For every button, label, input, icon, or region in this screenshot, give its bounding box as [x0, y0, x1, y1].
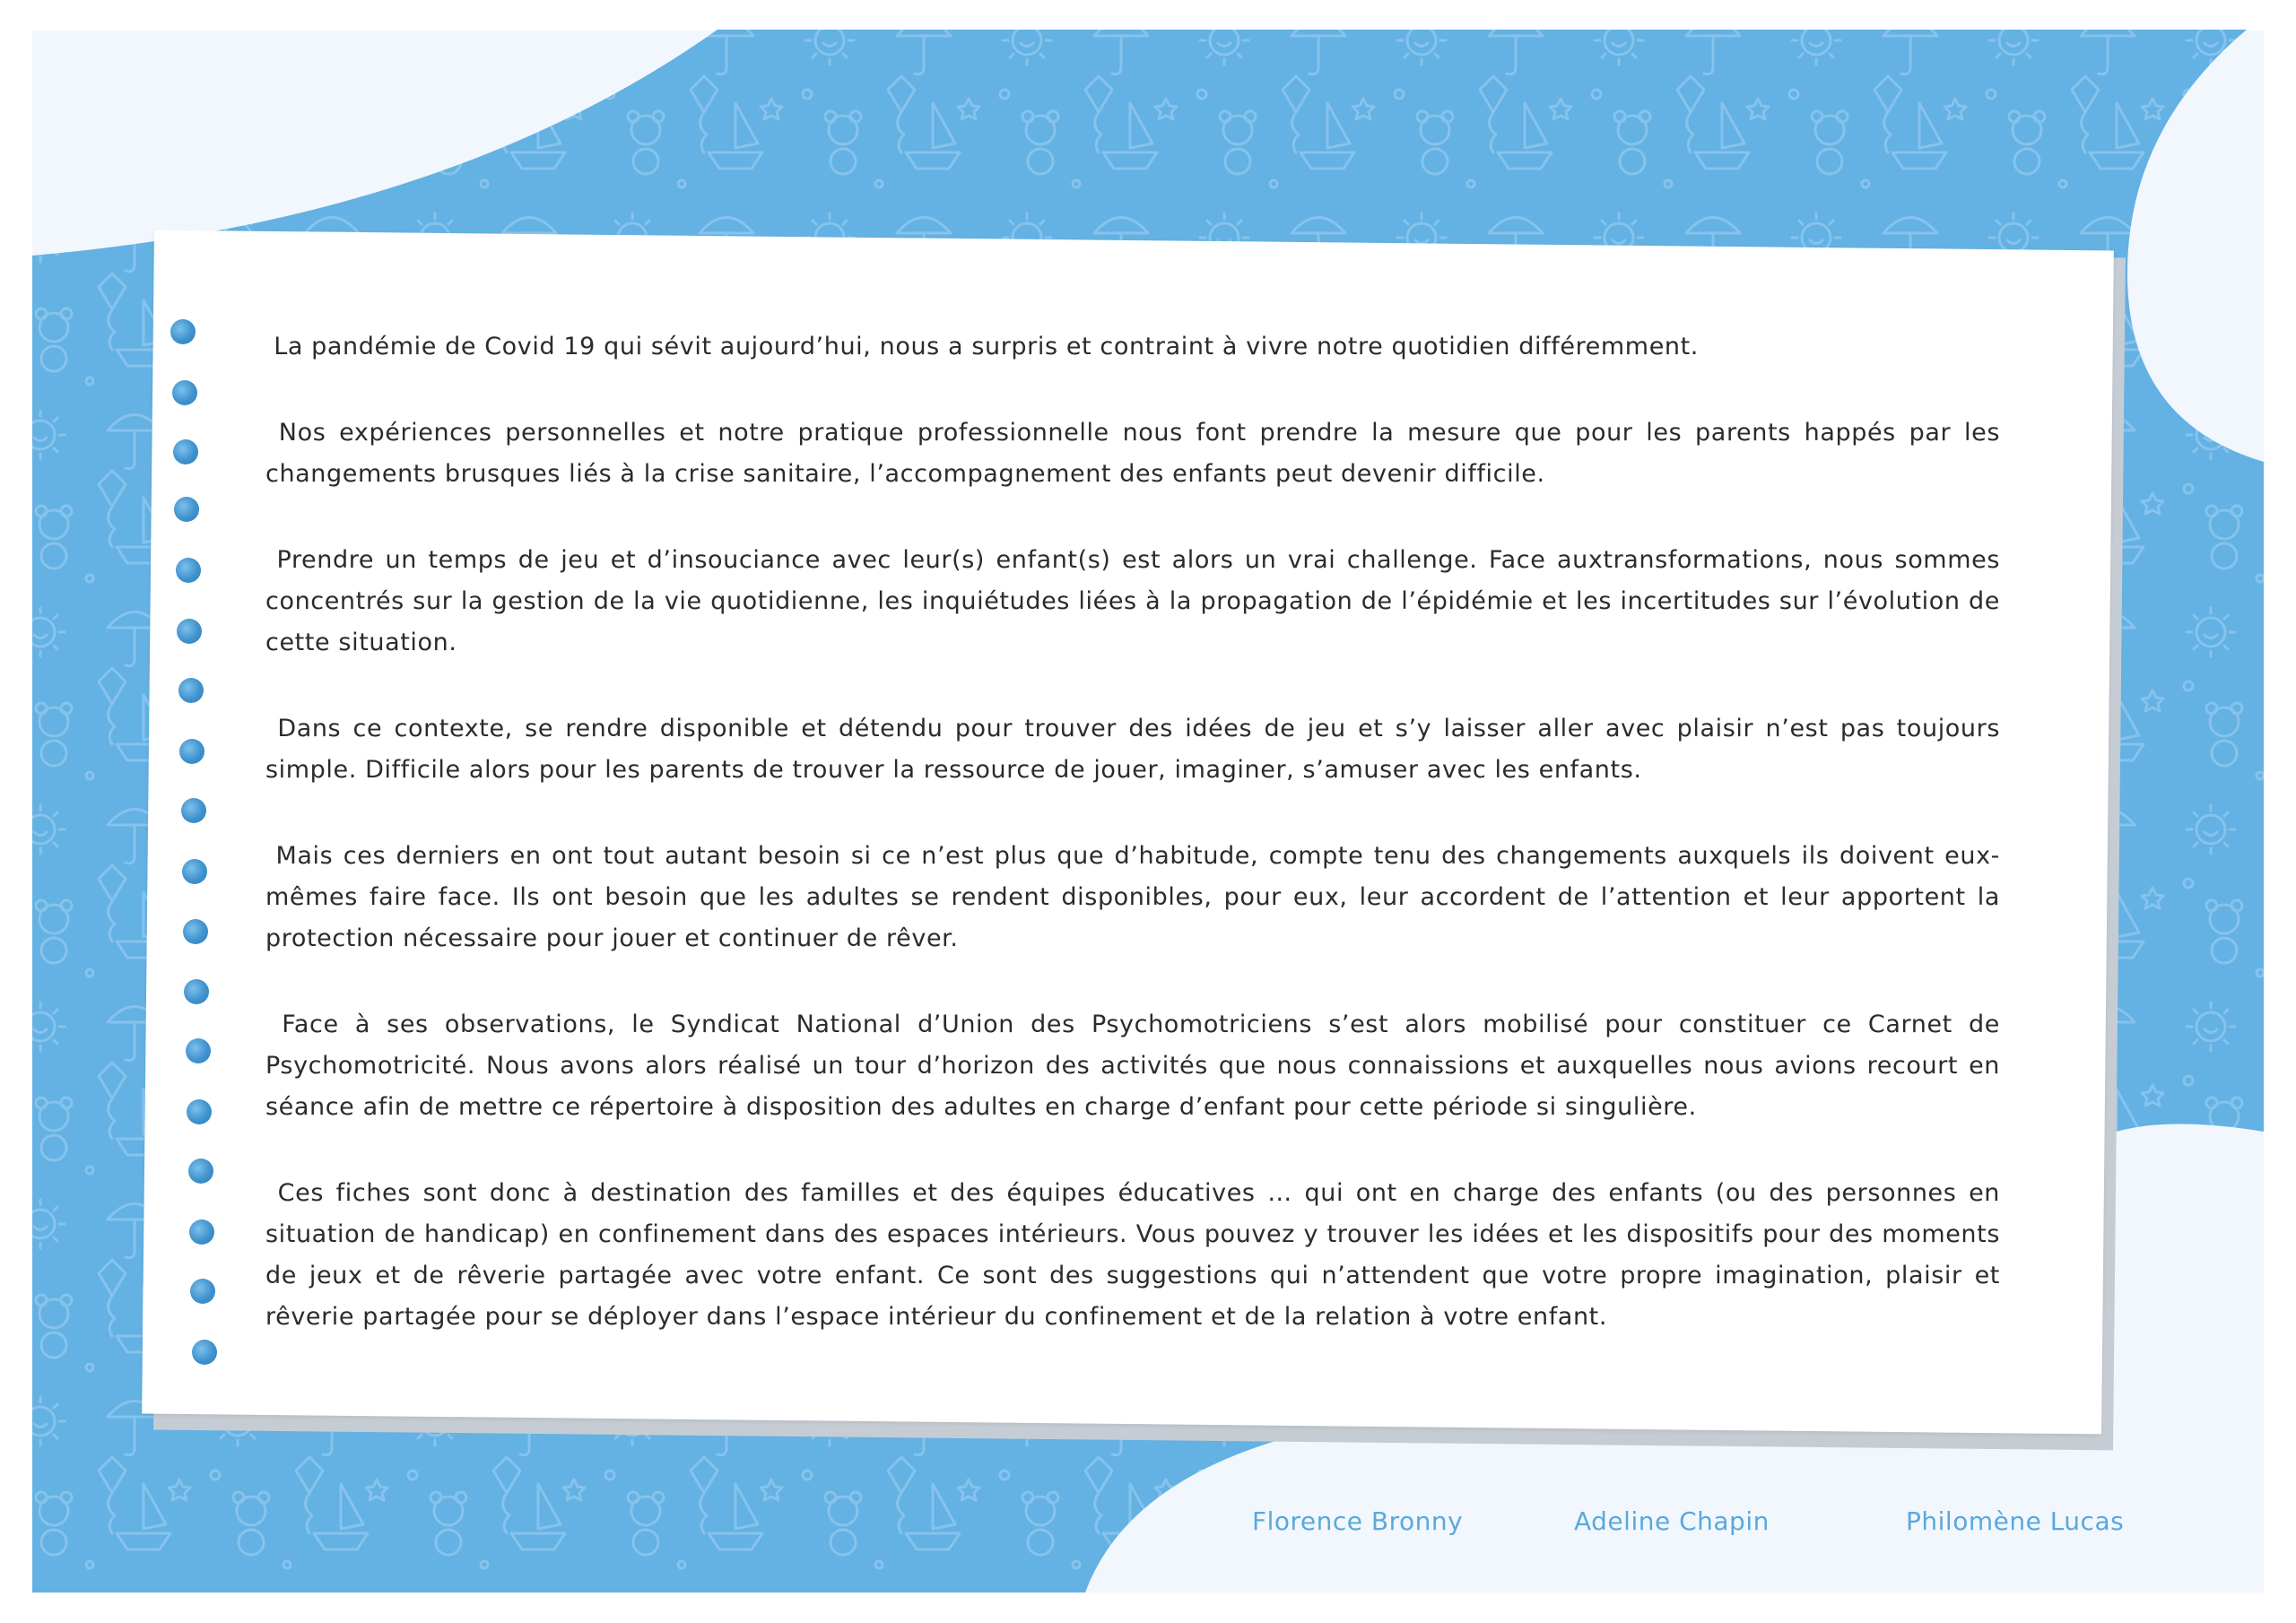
binding-hole: [181, 798, 206, 823]
paragraph-text: Ces fiches sont donc à destination des familles et des équipes éducatives … qui ont en charge des enfants (ou des personnes en situation de handicap) en confinement dans des espaces intérieurs. Vous pouvez y trouver les idées et les dispositifs pour des moments de jeux et de rêverie partagée avec votre enfant. Ce sont des suggestions qui n’attendent que votre propre imagination, plaisir et rêverie partagée pour se déployer dans l’espace intérieur du confinement et de la relation à votre enfant.: [265, 1179, 2000, 1331]
paragraph: [265, 412, 2000, 495]
binding-hole: [184, 979, 209, 1004]
binding-hole: [173, 439, 198, 464]
paragraph: [265, 326, 2000, 368]
paragraph: [265, 1173, 2000, 1338]
binding-hole: [179, 739, 204, 764]
paragraph-text: Prendre un temps de jeu et d’insouciance avec leur(s) enfant(s) est alors un vrai challenge. Face auxtransformations, nous sommes concentrés sur la gestion de la vie quotidienne, les inquiétudes liées à la propagation de l’épidémie et les incertitudes sur l’évolution de cette situation.: [265, 546, 2000, 656]
binding-hole: [188, 1159, 213, 1184]
author-name: Florence Bronny: [1252, 1506, 1464, 1536]
binding-hole: [187, 1099, 212, 1124]
binding-hole: [170, 319, 196, 344]
paragraph-text: Mais ces derniers en ont tout autant besoin si ce n’est plus que d’habitude, compte tenu des changements auxquels ils doivent eux-mêmes faire face. Ils ont besoin que les adultes se rendent disponibles, pour eux, leur accordent de l’attention et leur apportent la protection nécessaire pour jouer et continuer de rêver.: [265, 842, 2000, 952]
paragraph-text: Dans ce contexte, se rendre disponible et détendu pour trouver des idées de jeu et s’y laisser aller avec plaisir n’est pas toujours simple. Difficile alors pour les parents de trouver la ressource de jouer, imaginer, s’amuser avec les enfants.: [265, 715, 2000, 784]
binding-hole: [177, 619, 202, 644]
binding-hole: [190, 1279, 215, 1304]
paragraph-text: Nos expériences personnelles et notre pratique professionnelle nous font prendre la mesure que pour les parents happés par les changements brusques liés à la crise sanitaire, l’accompagnement des enfants peut devenir difficile.: [265, 419, 2000, 488]
paragraph: [265, 836, 2000, 959]
paragraph-text: Face à ses observations, le Syndicat National d’Union des Psychomotriciens s’est alors mobilisé pour constituer ce Carnet de Psychomotricité. Nous avons alors réalisé un tour d’horizon des activités que nous connaissions et auxquelles nous avions recourt en séance afin de mettre ce répertoire à disposition des adultes en charge d’enfant pour cette période si singulière.: [265, 1011, 2001, 1121]
author-name: Philomène Lucas: [1906, 1506, 2125, 1536]
paragraph-text: La pandémie de Covid 19 qui sévit aujourd’hui, nous a surpris et contraint à vivre notre quotidien différemment.: [274, 333, 1699, 360]
paragraph: [265, 540, 2000, 664]
paragraph: [265, 708, 2000, 791]
paragraph: [265, 1004, 2000, 1128]
binding-hole: [186, 1038, 211, 1063]
author-name: Adeline Chapin: [1574, 1506, 1770, 1536]
binding-hole: [189, 1219, 214, 1245]
binding-hole: [183, 919, 208, 944]
binding-hole: [172, 380, 197, 405]
binding-hole: [178, 678, 204, 703]
intro-text: [265, 326, 2000, 1383]
binding-hole: [176, 558, 201, 583]
binding-hole: [174, 497, 199, 522]
binding-hole: [192, 1340, 217, 1365]
binding-hole: [182, 859, 207, 884]
